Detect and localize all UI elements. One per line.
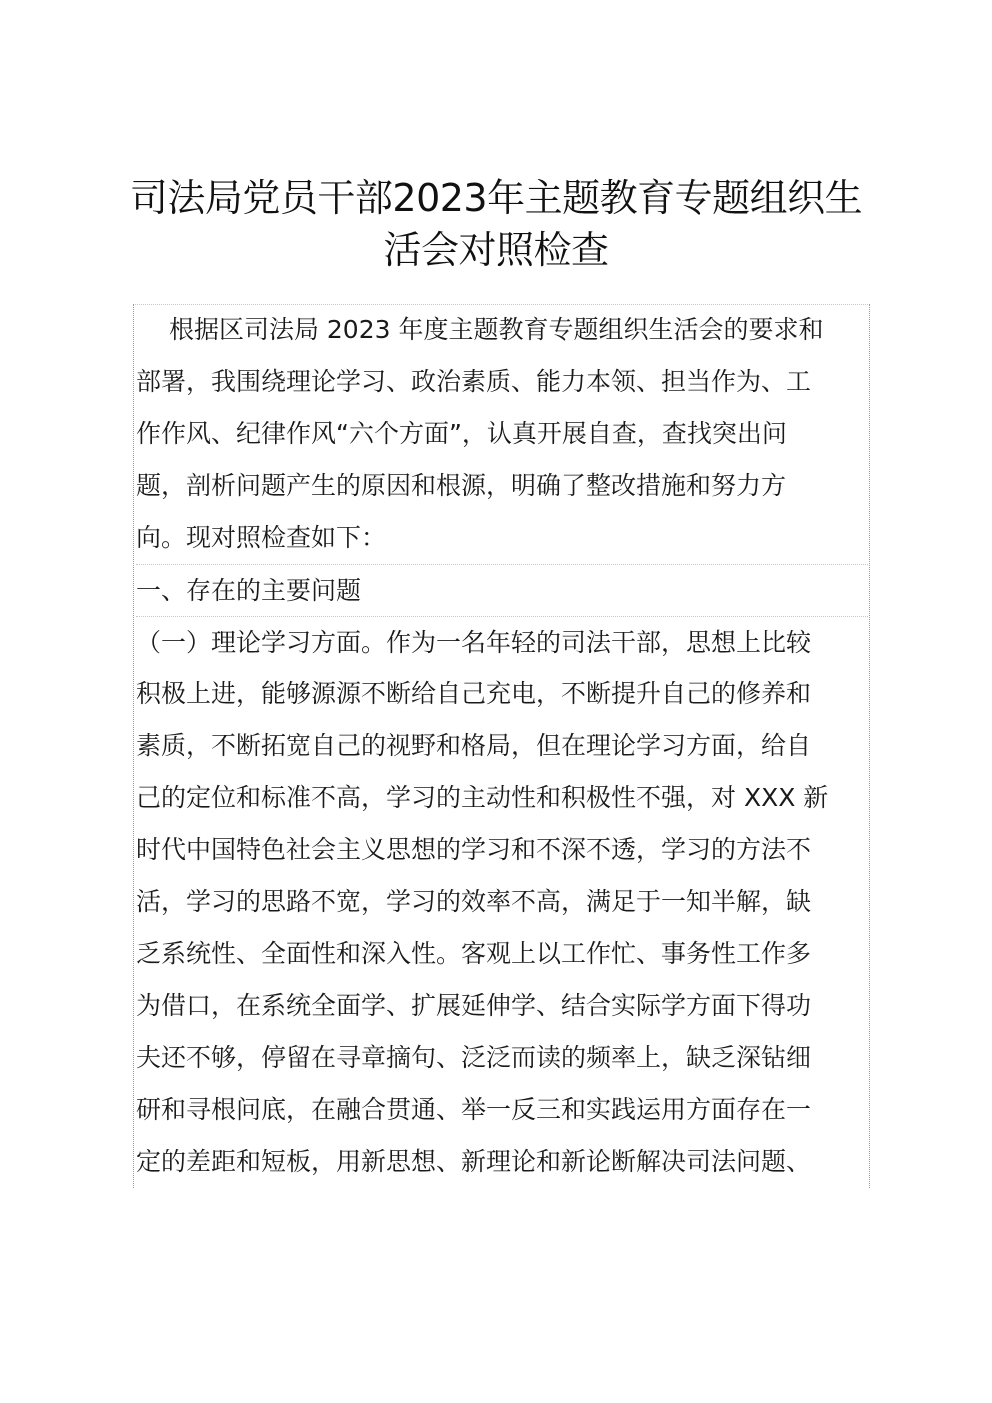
- content-frame: [133, 304, 870, 1188]
- body-line: 夫还不够，停留在寻章摘句、泛泛而读的频率上，缺乏深钻细: [136, 1043, 812, 1072]
- intro-line: 作作风、纪律作风“六个方面”，认真开展自查，查找突出问: [136, 419, 787, 448]
- intro-line: 根据区司法局 2023 年度主题教育专题组织生活会的要求和: [136, 315, 824, 344]
- intro-line: 题，剖析问题产生的原因和根源，明确了整改措施和努力方: [136, 471, 787, 500]
- frame-left-rule: [133, 304, 134, 1188]
- body-line: 定的差距和短板，用新思想、新理论和新论断解决司法问题、: [136, 1147, 812, 1176]
- intro-line: 向。现对照检查如下：: [136, 523, 387, 552]
- body-line: 乏系统性、全面性和深入性。客观上以工作忙、事务性工作多: [136, 939, 812, 968]
- body-line: 时代中国特色社会主义思想的学习和不深不透，学习的方法不: [136, 835, 812, 864]
- body-line: （一）理论学习方面。作为一名年轻的司法干部，思想上比较: [136, 616, 868, 669]
- title-line-2: 活会对照检查: [383, 228, 609, 272]
- intro-line: 部署，我围绕理论学习、政治素质、能力本领、担当作为、工: [136, 367, 812, 396]
- section-heading: 一、存在的主要问题: [136, 564, 868, 617]
- body-line: 为借口，在系统全面学、扩展延伸学、结合实际学方面下得功: [136, 991, 812, 1020]
- body-line: 己的定位和标准不高，学习的主动性和积极性不强，对 XXX 新: [136, 783, 829, 812]
- body-line: 素质，不断拓宽自己的视野和格局，但在理论学习方面，给自: [136, 731, 812, 760]
- document-title: [120, 172, 872, 276]
- frame-right-rule: [869, 304, 870, 1188]
- body-line: 研和寻根问底，在融合贯通、举一反三和实践运用方面存在一: [136, 1095, 812, 1124]
- body-line: 积极上进，能够源源不断给自己充电，不断提升自己的修养和: [136, 679, 812, 708]
- title-line-1: 司法局党员干部2023年主题教育专题组织生: [129, 176, 863, 220]
- body-line: 活，学习的思路不宽，学习的效率不高，满足于一知半解，缺: [136, 887, 812, 916]
